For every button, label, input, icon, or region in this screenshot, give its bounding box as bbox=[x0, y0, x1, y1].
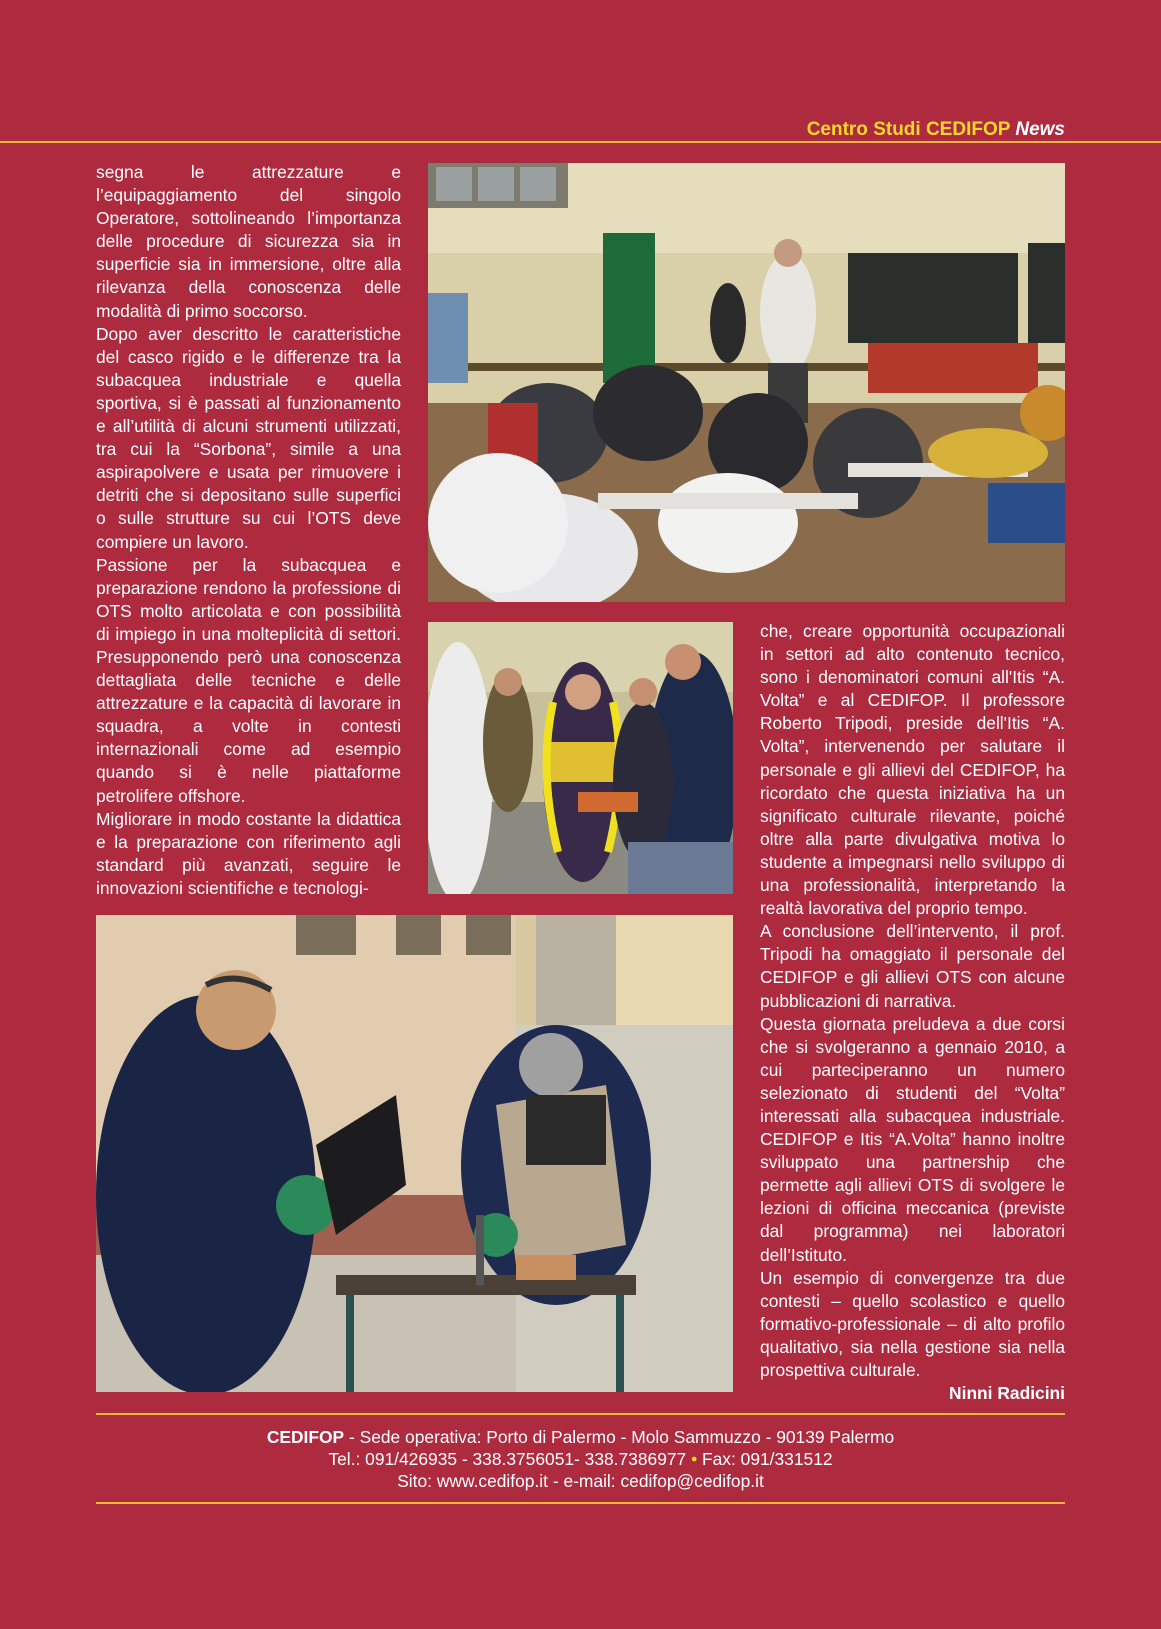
footer bbox=[96, 1426, 1065, 1492]
welding-workshop-photo bbox=[96, 915, 733, 1392]
classroom-photo bbox=[428, 163, 1065, 602]
footer-fax: Fax: 091/331512 bbox=[702, 1449, 833, 1469]
right-column bbox=[760, 620, 1065, 1405]
paragraph: Passione per la subacquea e preparazione rendono la professione di OTS molto articolata e con possibilità di impiego in una molteplicità di settori. Presupponendo però una conoscenza dettagliata delle tecniche e delle attrezzature e la capacità di lavorare in squadra, a volte in contesti internazionali come ad esempio quando si è nelle piattaforme petrolifere offshore. bbox=[96, 554, 401, 806]
footer-phone-line bbox=[96, 1448, 1065, 1470]
footer-rule-bottom bbox=[96, 1502, 1065, 1504]
footer-bullet: • bbox=[691, 1449, 698, 1469]
paragraph: Un esempio di convergenze tra due contesti – quello scolastico e quello formativo-professionale – di alto profilo qualitativo, sia nella gestione sia nella prospettiva culturale. bbox=[760, 1267, 1065, 1380]
paragraph: segna le attrezzature e l’equipaggiamento del singolo Operatore, sottolineando l’importanza delle procedure di sicurezza sia in superficie sia in immersione, oltre alla rilevanza della conoscenza delle modalità di primo soccorso. bbox=[96, 162, 401, 321]
header-title bbox=[807, 119, 1065, 141]
footer-rule-top bbox=[96, 1413, 1065, 1415]
paragraph: Migliorare in modo costante la didattica e la preparazione con riferimento agli standard più avanzati, seguire le innovazioni scientifiche e tecnologi- bbox=[96, 808, 401, 898]
header-rule bbox=[0, 141, 1161, 143]
author-signature: Ninni Radicini bbox=[949, 1383, 1065, 1404]
footer-address-line bbox=[96, 1426, 1065, 1448]
paragraph: Questa giornata preludeva a due corsi che si svolgeranno a gennaio 2010, a cui parteciperanno un numero selezionato di studenti del “Volta” interessati alla subacquea industriale. CEDIFOP e Itis “A.Volta” hanno inoltre sviluppato una partnership che permette agli allievi OTS di svolgere le lezioni di officina meccanica (previste dal programma) nei laboratori dell’Istituto. bbox=[760, 1013, 1065, 1265]
diving-gear-photo bbox=[428, 622, 733, 894]
header-brand: Centro Studi CEDIFOP bbox=[806, 119, 1011, 140]
footer-org: CEDIFOP bbox=[266, 1427, 345, 1447]
header-news: News bbox=[1015, 119, 1065, 140]
paragraph: Dopo aver descritto le caratteristiche del casco rigido e le differenze tra la subacquea industriale e quella sportiva, si è passati al funzionamento e all’utilità di alcuni strumenti utilizzati, tra cui la “Sorbona”, simile a una aspirapolvere e usata per rimuovere i detriti che si depositano sulle superfici o sulle strutture su cui l’OTS deve compiere un lavoro. bbox=[96, 323, 401, 552]
footer-address: - Sede operativa: Porto di Palermo - Molo Sammuzzo - 90139 Palermo bbox=[344, 1427, 895, 1447]
footer-tel: Tel.: 091/426935 - 338.3756051- 338.7386977 bbox=[328, 1449, 687, 1469]
footer-site-line: Sito: www.cedifop.it - e-mail: cedifop@cedifop.it bbox=[397, 1471, 764, 1491]
paragraph: A conclusione dell’intervento, il prof. Tripodi ha omaggiato il personale del CEDIFOP e gli allievi OTS con alcune pubblicazioni di narrativa. bbox=[760, 921, 1065, 1011]
paragraph: che, creare opportunità occupazionali in settori ad alto contenuto tecnico, sono i denominatori comuni all'Itis “A. Volta” e al CEDIFOP. Il professore Roberto Tripodi, preside dell'Itis “A. Volta”, intervenendo per salutare il personale e gli allievi del CEDIFOP, ha ricordato che questa iniziativa ha un significato culturale rilevante, poiché oltre alla parte divulgativa motiva lo studente a impegnarsi nello sviluppo di una professionalità, interpretando la realtà lavorativa del proprio tempo. bbox=[760, 621, 1065, 919]
left-column bbox=[96, 161, 401, 900]
